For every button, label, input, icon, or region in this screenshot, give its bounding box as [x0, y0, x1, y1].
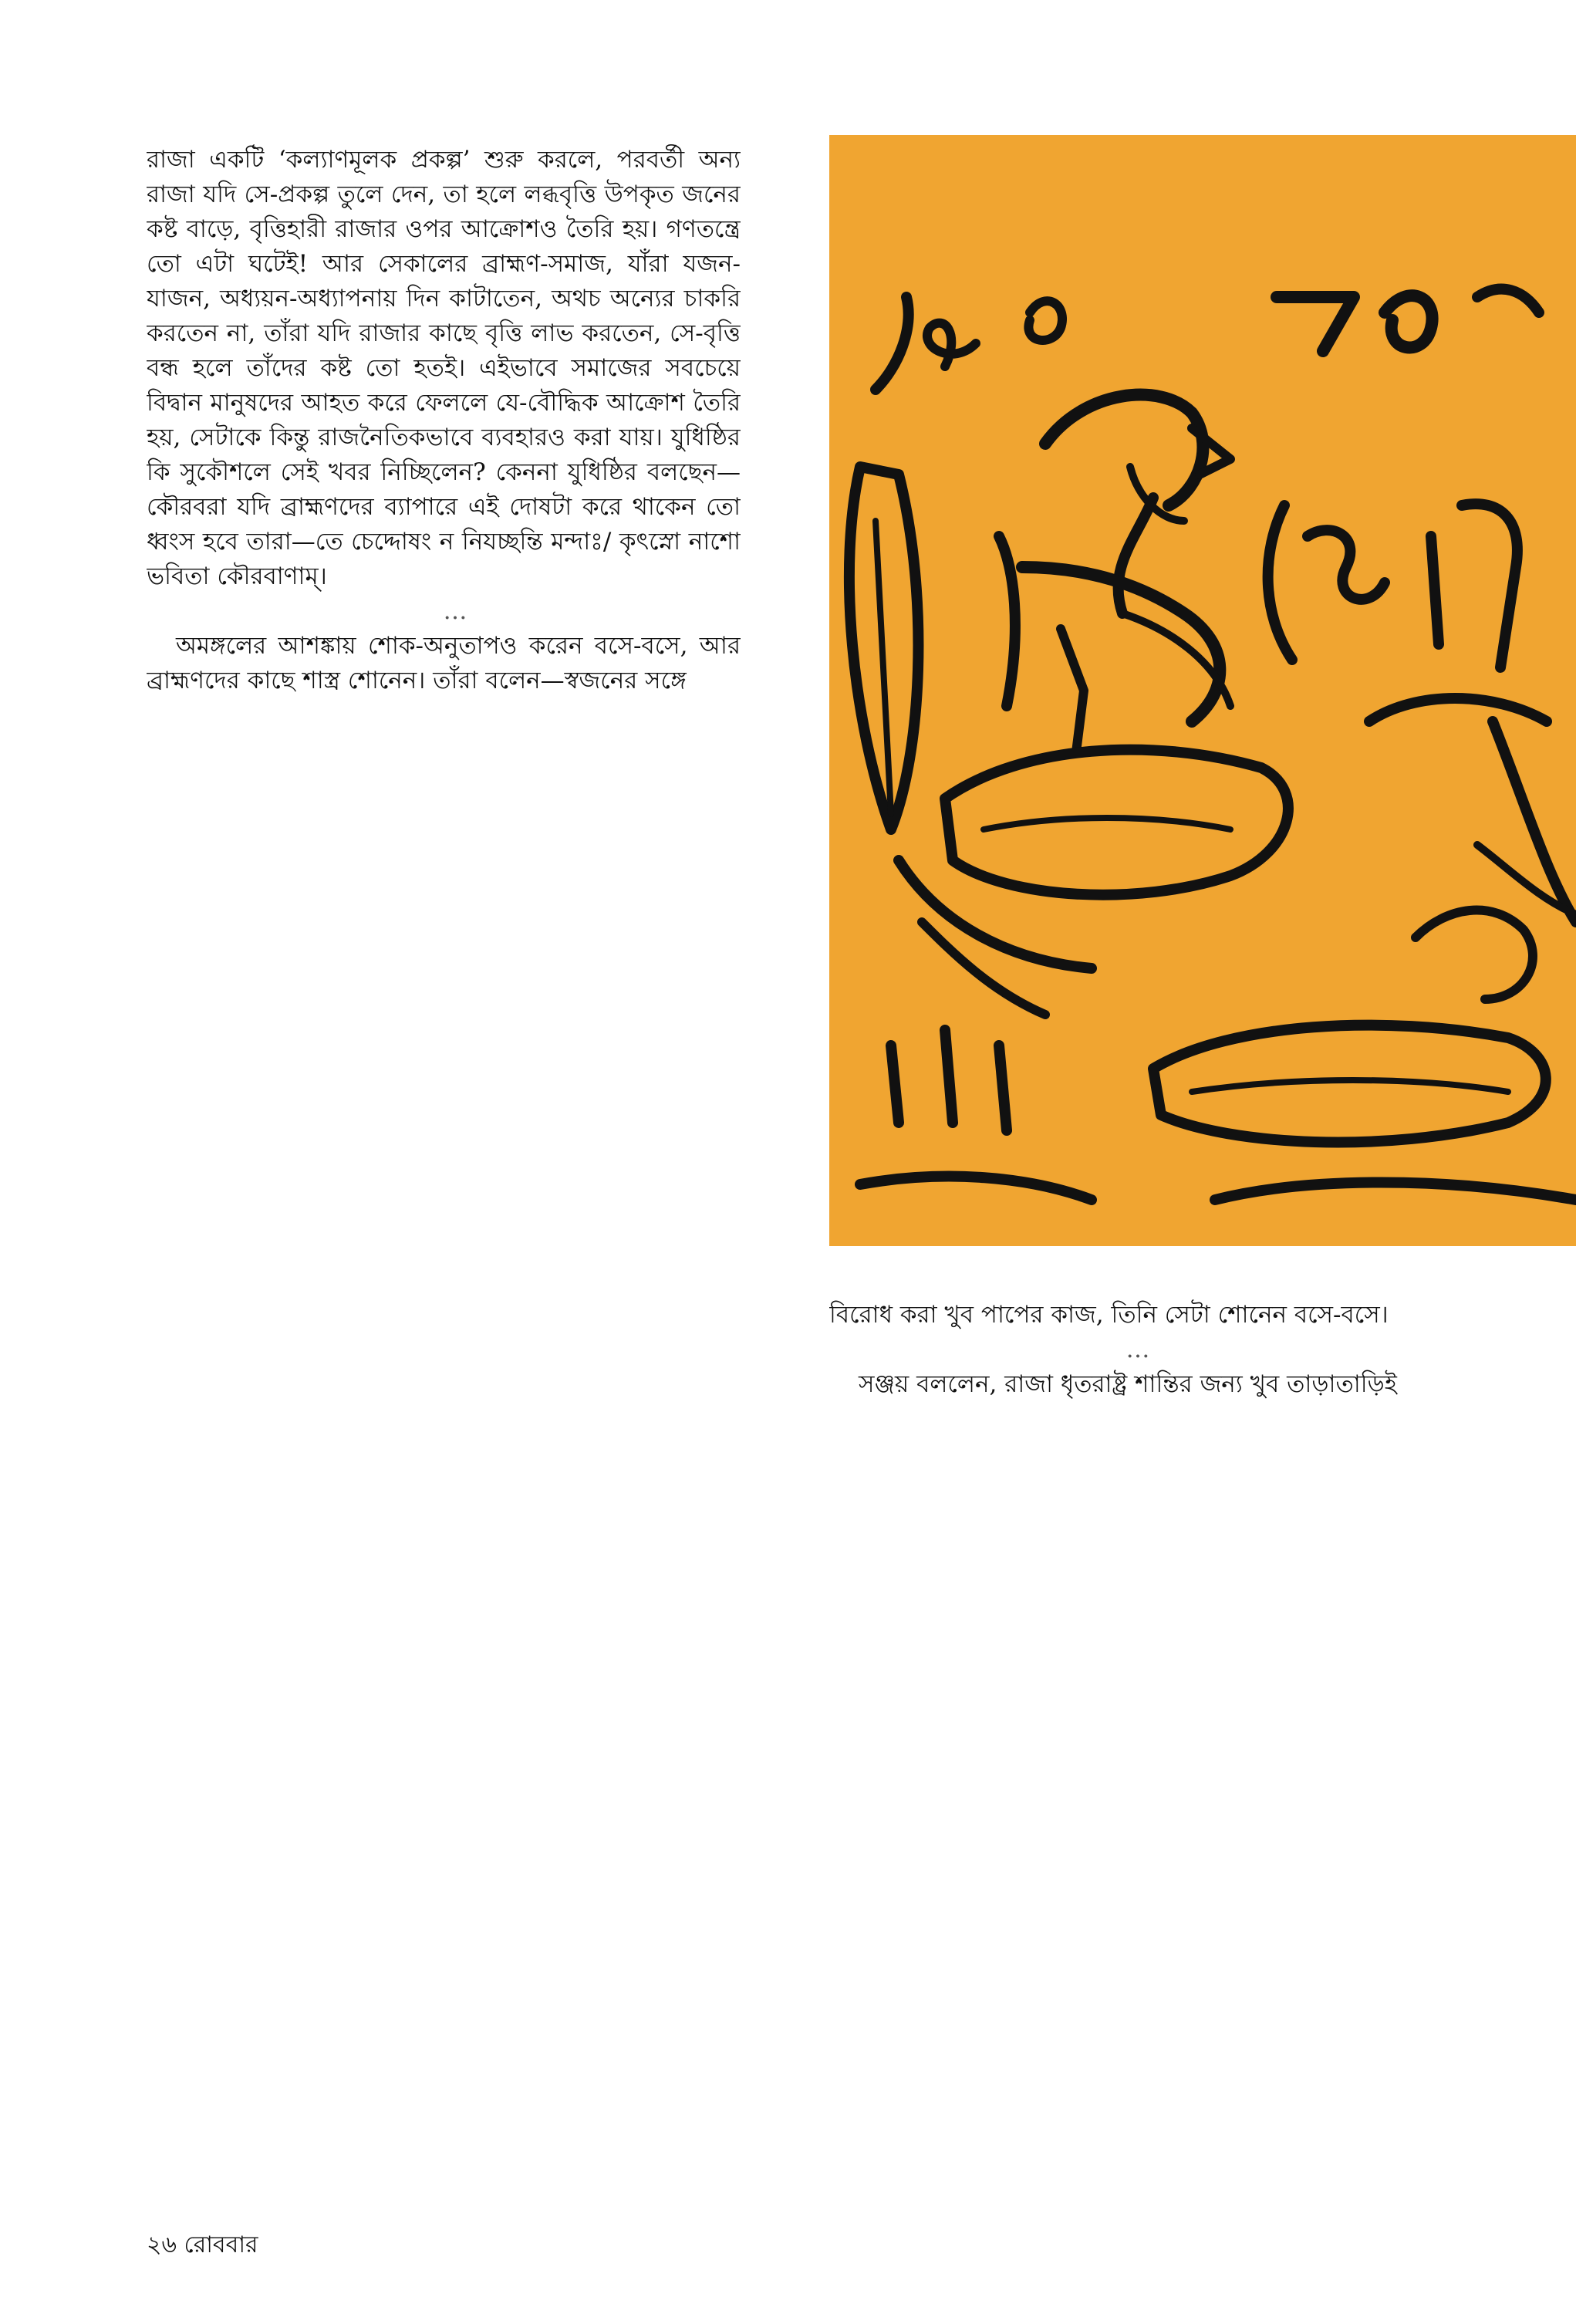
page-folio: ২৬ রোববার — [147, 2231, 258, 2258]
left-text-column — [147, 143, 741, 2234]
omission-marker: … — [443, 597, 474, 625]
paragraph: বিরোধ করা খুব পাপের কাজ, তিনি সেটা শোনেন বসে-বসে। — [829, 1301, 1389, 1329]
right-text-column — [829, 1298, 1423, 2177]
paragraph: সঞ্জয় বললেন, রাজা ধৃতরাষ্ট্র শান্তির জন্য খুব তাড়াতাড়িই — [859, 1370, 1397, 1398]
paragraph: রাজা একটি ‘কল্যাণমূলক প্রকল্প’ শুরু করলে, পরবর্তী অন্য রাজা যদি সে-প্রকল্প তুলে দেন, তা হলে লব্ধবৃত্তি উপকৃত জনের কষ্ট বাড়ে, বৃত্তিহারী রাজার ওপর আক্রোশও তৈরি হয়। গণতন্ত্রে তো এটা ঘটেই! আর সেকালের ব্রাহ্মণ-সমাজ, যাঁরা যজন-যাজন, অধ্যয়ন-অধ্যাপনায় দিন কাটাতেন, অথচ অন্যের চাকরি করতেন না, তাঁরা যদি রাজার কাছে বৃত্তি লাভ করতেন, সে-বৃত্তি বন্ধ হলে তাঁদের কষ্ট তো হতই। এইভাবে সমাজের সবচেয়ে বিদ্বান মানুষদের আহত করে ফেললে যে-বৌদ্ধিক আক্রোশ তৈরি হয়, সেটাকে কিন্তু রাজনৈতিকভাবে ব্যবহারও করা যায়। যুধিষ্ঠির কি সুকৌশলে সেই খবর নিচ্ছিলেন? কেননা যুধিষ্ঠির বলছেন—কৌরবরা যদি ব্রাহ্মণদের ব্যাপারে এই দোষটা করে থাকেন তো ধ্বংস হবে তারা—তে চেদ্দোষং ন নিযচ্ছন্তি মন্দাঃ/ কৃৎস্নো নাশো ভবিতা কৌরবাণাম্‌। — [147, 146, 741, 590]
brush-ink-illustration — [829, 135, 1576, 1246]
omission-marker: … — [1125, 1336, 1156, 1363]
paragraph: অমঙ্গলের আশঙ্কায় শোক-অনুতাপও করেন বসে-বসে, আর ব্রাহ্মণদের কাছে শাস্ত্র শোনেন। তাঁরা বলেন—স্বজনের সঙ্গে — [147, 632, 741, 694]
sage-figure-drawing — [829, 135, 1576, 1246]
